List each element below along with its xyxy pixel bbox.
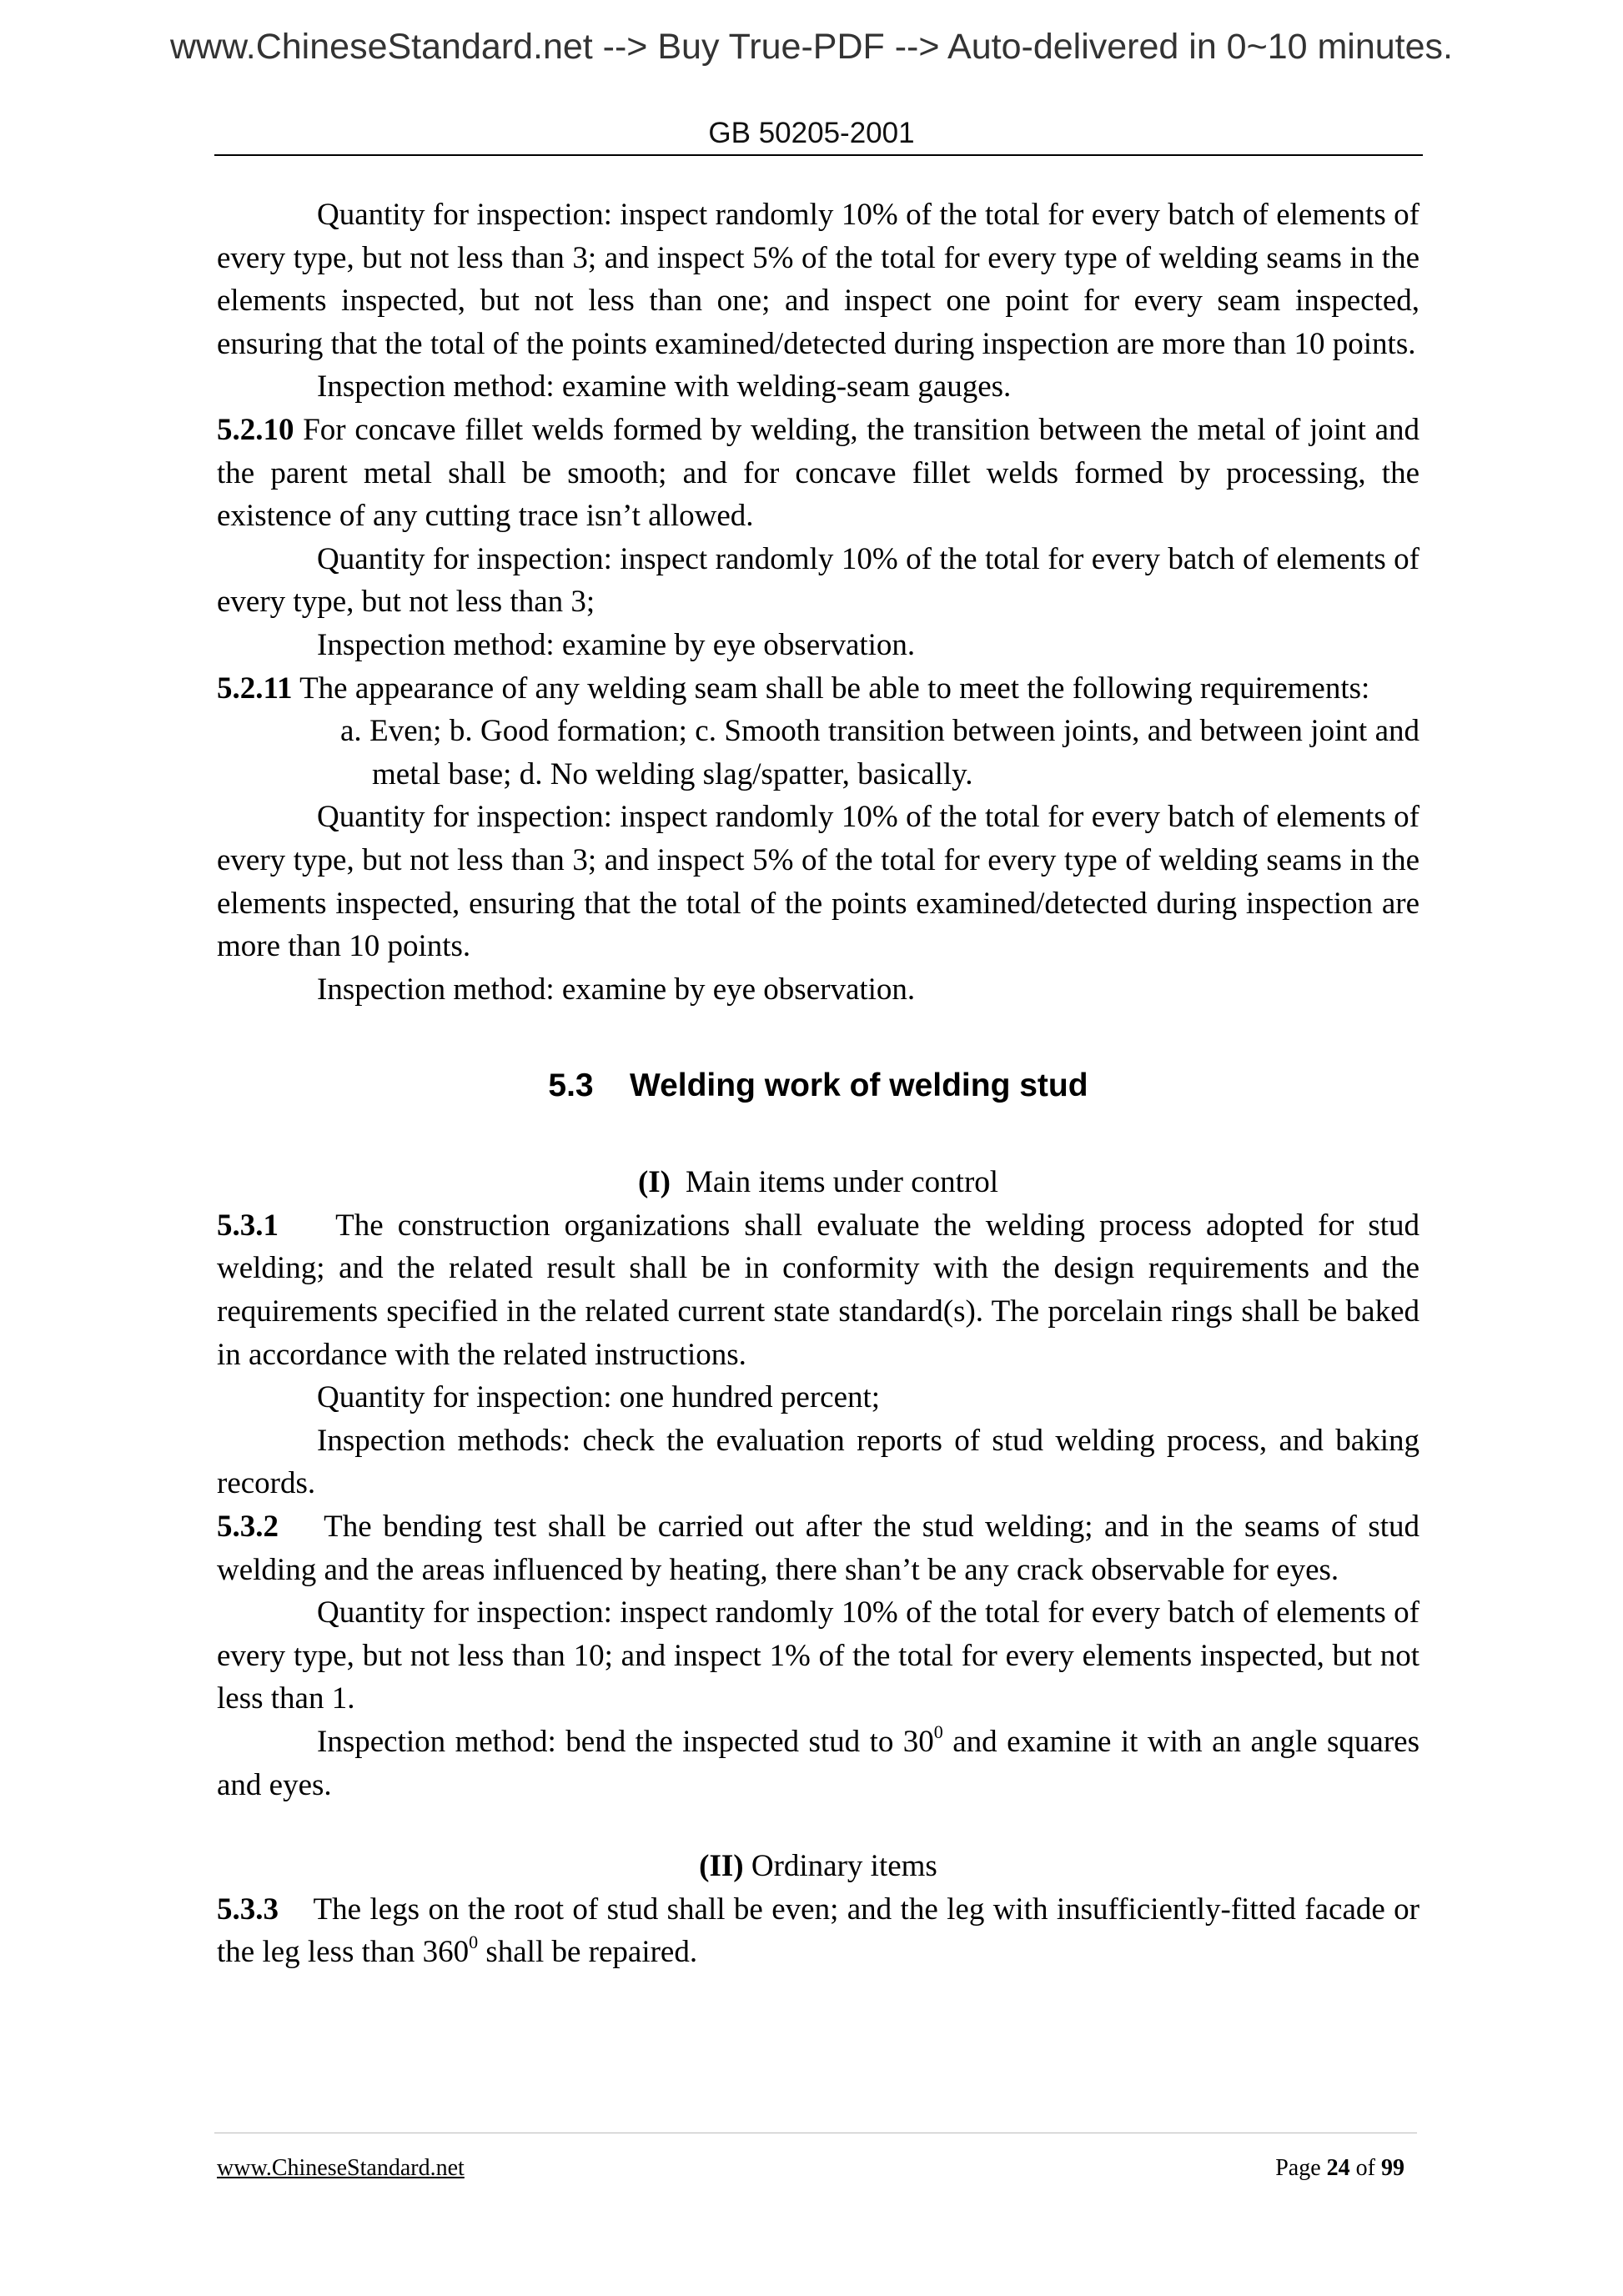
- section-heading-5-3: [217, 1064, 1419, 1108]
- subsection-title: Ordinary items: [751, 1849, 937, 1884]
- total-pages: 99: [1381, 2155, 1404, 2181]
- page-label: Page: [1275, 2155, 1321, 2181]
- paragraph-method-5: [217, 1721, 1419, 1806]
- paragraph-method-4: Inspection methods: check the evaluation reports of stud welding process, and baking records.: [217, 1423, 1419, 1501]
- footer-site-link[interactable]: www.ChineseStandard.net: [217, 2155, 465, 2181]
- degree-superscript: 0: [469, 1932, 479, 1953]
- subsection-number: (I): [637, 1165, 671, 1200]
- clause-text-start: The legs on the root of stud shall be even; and the leg with insufficiently-fitted facade or the leg less than 360: [217, 1892, 1419, 1970]
- subsection-heading-ordinary-items: [217, 1845, 1419, 1888]
- paragraph-quantity-5: Quantity for inspection: inspect randomly 10% of the total for every batch of elements of every type, but not less than 10; and inspect 1% of the total for every elements inspected, but not less than 1.: [217, 1595, 1419, 1716]
- clause-5-2-10: [217, 409, 1419, 538]
- section-title: Welding work of welding stud: [629, 1068, 1088, 1104]
- clause-5-2-11: [217, 667, 1419, 711]
- section-number: 5.3: [548, 1068, 594, 1104]
- page-number: [1275, 2153, 1404, 2183]
- clause-text: For concave fillet welds formed by welding, the transition between the metal of joint and the parent metal shall be smooth; and for concave fillet welds formed by processing, the existence of any cutting trace isn’t allowed.: [217, 412, 1419, 534]
- clause-5-3-2: [217, 1505, 1419, 1591]
- paragraph-method-1: Inspection method: examine with welding-seam gauges.: [317, 369, 1012, 404]
- paragraph-method-3: Inspection method: examine by eye observation.: [317, 972, 916, 1007]
- page-content: [217, 193, 1419, 1974]
- clause-number: 5.3.1: [217, 1208, 279, 1243]
- paragraph-quantity-1: Quantity for inspection: inspect randomly 10% of the total for every batch of elements of every type, but not less than 3; and inspect 5% of the total for every type of welding seams in the elements inspected, but not less than one; and inspect one point for every seam inspected, ensuring that the total of the points examined/detected during inspection are more than 10 points.: [217, 198, 1419, 361]
- current-page: 24: [1326, 2155, 1350, 2181]
- paragraph-quantity-2: Quantity for inspection: inspect randomly 10% of the total for every batch of elements of every type, but not less than 3;: [217, 541, 1419, 620]
- subsection-number: (II): [699, 1849, 744, 1884]
- clause-number: 5.3.3: [217, 1892, 279, 1927]
- clause-text: The appearance of any welding seam shall be able to meet the following requirements:: [299, 671, 1370, 706]
- paragraph-quantity-3: Quantity for inspection: inspect randomly 10% of the total for every batch of elements of every type, but not less than 3; and inspect 5% of the total for every type of welding seams in the elements inspected, ensuring that the total of the points examined/detected during inspection are more than 10 points.: [217, 800, 1419, 964]
- standard-id: GB 50205-2001: [708, 117, 915, 149]
- degree-superscript: 0: [933, 1721, 943, 1742]
- header-divider: [214, 154, 1423, 156]
- clause-text-end: shall be repaired.: [478, 1935, 698, 1970]
- method-text-end: and examine it with an angle squares and eyes.: [217, 1725, 1419, 1802]
- method-text-start: Inspection method: bend the inspected stud to 30: [317, 1725, 934, 1759]
- paragraph-quantity-4: Quantity for inspection: one hundred percent;: [317, 1380, 881, 1415]
- clause-number: 5.2.10: [217, 412, 294, 447]
- clause-text: The bending test shall be carried out after the stud welding; and in the seams of stud welding and the areas influenced by heating, there shan’t be any crack observable for eyes.: [217, 1510, 1420, 1587]
- clause-number: 5.2.11: [217, 671, 293, 706]
- header-banner: www.ChineseStandard.net --> Buy True-PDF --> Auto-delivered in 0~10 minutes.: [169, 27, 1453, 67]
- clause-5-3-1: [217, 1204, 1419, 1376]
- clause-number: 5.3.2: [217, 1510, 279, 1545]
- clause-5-3-3: [217, 1888, 1419, 1974]
- subsection-heading-main-items: [217, 1161, 1419, 1204]
- requirements-list: a. Even; b. Good formation; c. Smooth transition between joints, and between joint and metal base; d. No welding slag/spatter, basically.: [340, 714, 1419, 791]
- clause-text: The construction organizations shall evaluate the welding process adopted for stud welding; and the related result shall be in conformity with the design requirements and the requirements specified in the related current state standard(s). The porcelain rings shall be baked in accordance with the related instructions.: [217, 1208, 1420, 1372]
- of-label: of: [1355, 2155, 1375, 2181]
- paragraph-method-2: Inspection method: examine by eye observation.: [317, 627, 916, 662]
- subsection-title: Main items under control: [685, 1165, 999, 1200]
